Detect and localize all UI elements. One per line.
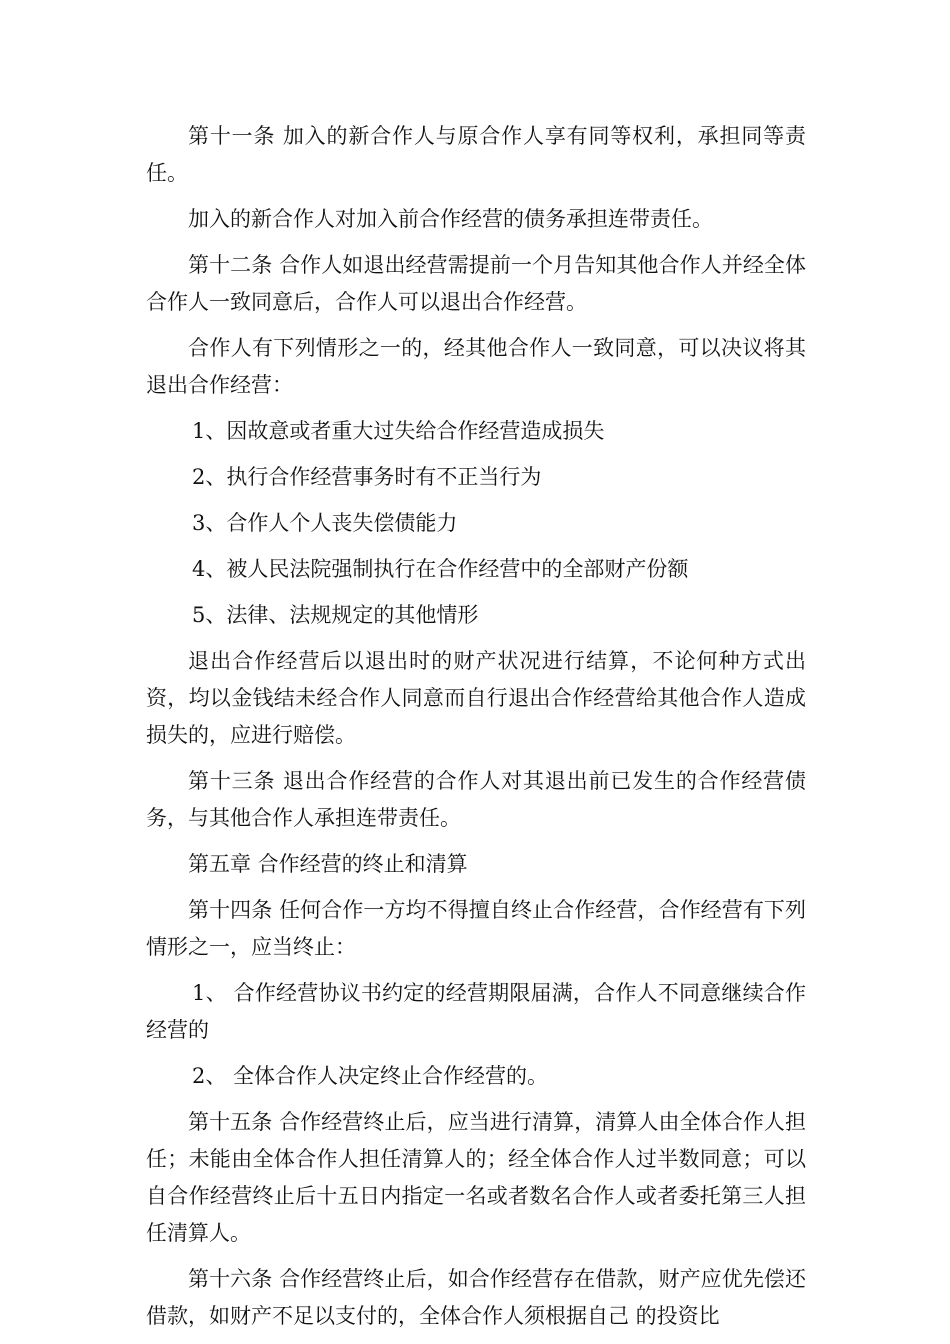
article-12-conditions-intro: 合作人有下列情形之一的，经其他合作人一致同意，可以决议将其退出合作经营： [146,336,806,397]
article-12: 第十二条 合作人如退出经营需提前一个月告知其他合作人并经全体合作人一致同意后，合作人可以退出合作经营。 [146,253,806,314]
chapter-heading: 第五章 合作经营的终止和清算 [188,852,468,876]
article-16: 第十六条 合作经营终止后，如合作经营存在借款，财产应优先偿还借款，如财产不足以支付的，全体合作人须根据自己 的投资比 [146,1267,806,1328]
list-item: 4、被人民法院强制执行在合作经营中的全部财产份额 [192,557,689,581]
article-15: 第十五条 合作经营终止后，应当进行清算，清算人由全体合作人担任；未能由全体合作人担任清算人的；经全体合作人过半数同意；可以自合作经营终止后十五日内指定一名或者数名合作人或者委托第三人担任清算人。 [146,1110,806,1245]
list-item: 2、执行合作经营事务时有不正当行为 [192,465,542,489]
settlement-paragraph: 退出合作经营后以退出时的财产状况进行结算，不论何种方式出资，均以金钱结未经合作人同意而自行退出合作经营给其他合作人造成损失的，应进行赔偿。 [146,649,806,747]
document-page [146,118,806,1344]
article-11: 第十一条 加入的新合作人与原合作人享有同等权利，承担同等责任。 [146,124,806,185]
list-item: 3、合作人个人丧失偿债能力 [192,511,458,535]
article-11-clause-2: 加入的新合作人对加入前合作经营的债务承担连带责任。 [188,207,713,231]
list-item: 1、因故意或者重大过失给合作经营造成损失 [192,419,605,443]
list-item: 5、法律、法规规定的其他情形 [192,603,479,627]
list-item: 2、 全体合作人决定终止合作经营的。 [192,1064,549,1088]
list-item: 1、 合作经营协议书约定的经营期限届满，合作人不同意继续合作经营的 [146,981,806,1042]
article-13: 第十三条 退出合作经营的合作人对其退出前已发生的合作经营债务，与其他合作人承担连带责任。 [146,769,806,830]
article-14: 第十四条 任何合作一方均不得擅自终止合作经营，合作经营有下列情形之一，应当终止： [146,898,806,959]
